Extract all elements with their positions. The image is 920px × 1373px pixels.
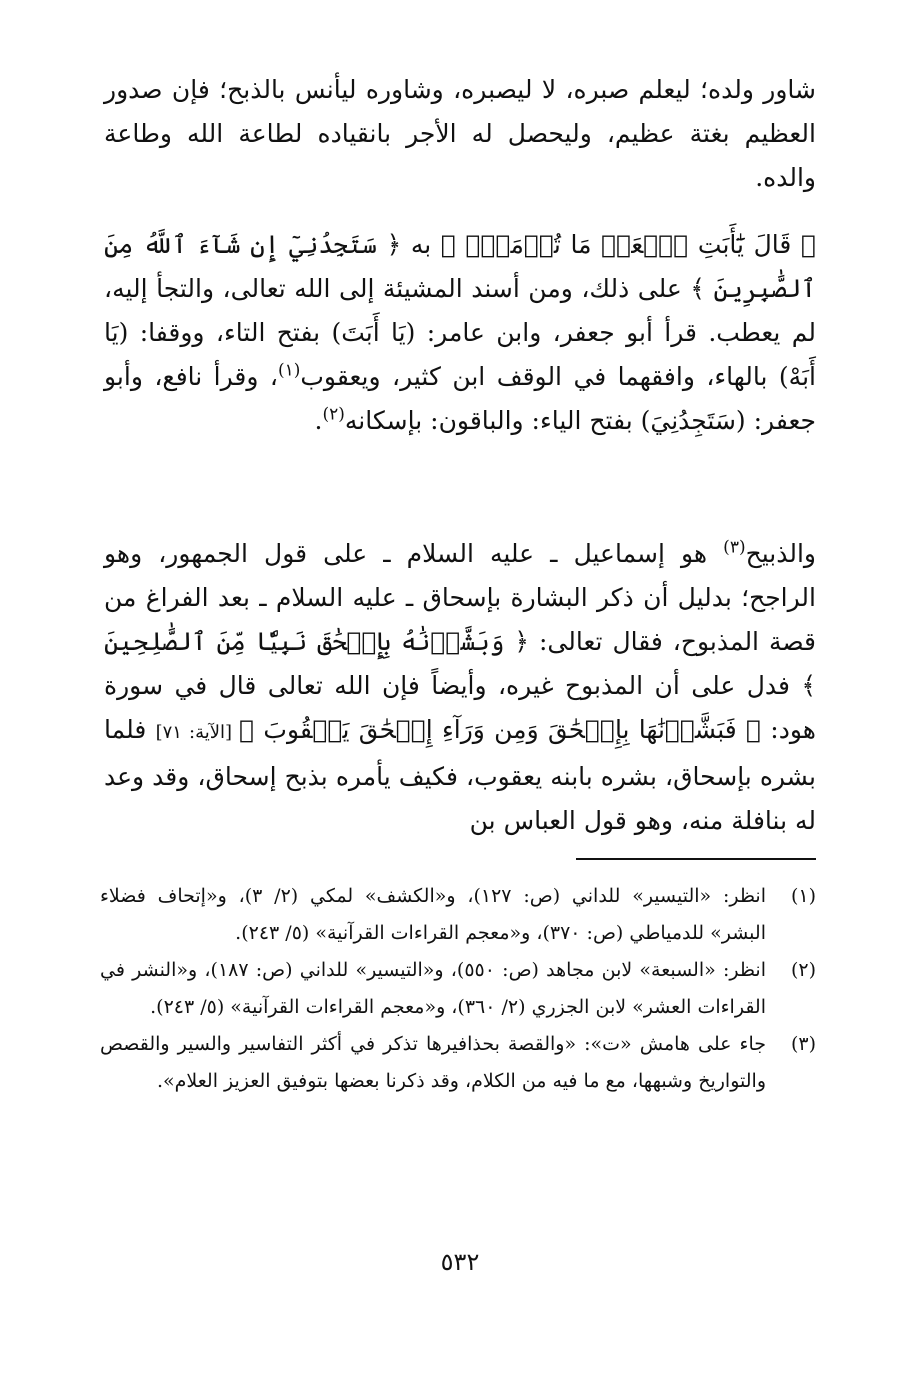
paragraph-3-text-1: والذبيح bbox=[745, 539, 816, 568]
footnote-ref-3[interactable]: (٣) bbox=[723, 537, 746, 558]
footnote-number: (٣) bbox=[790, 1033, 816, 1055]
paragraph-2-text-3: ، وقرأ نافع، وأبو جعفر: (سَتَجِدُنِيَ) بفتح الياء: والباقون: بإسكانه bbox=[104, 362, 816, 435]
footnote-number: (٢) bbox=[790, 959, 816, 981]
footnote-text: انظر: «السبعة» لابن مجاهد (ص: ٥٥٠)، و«التيسير» للداني (ص: ١٨٧)، و«النشر في القراءات العشر» لابن الجزري (٢/ ٣٦٠)، و«معجم القراءات القرآنية» (٥/ ٢٤٣). bbox=[100, 959, 767, 1018]
paragraph-2-text-4: . bbox=[314, 406, 323, 435]
footnote-3 bbox=[100, 1026, 816, 1100]
footnote-1 bbox=[100, 878, 816, 952]
footnote-2 bbox=[100, 952, 816, 1026]
footnotes-list bbox=[100, 878, 816, 1100]
paragraph-2-text-2: على ذلك، ومن أسند المشيئة إلى الله تعالى، والتجأ إليه، لم يعطب. قرأ أبو جعفر، وابن عامر: (يَا أَبَتَ) بفتح التاء، ووقفا: (يَا أَبَهْ) بالهاء، وافقهما في الوقف ابن كثير، ويعقوب bbox=[104, 274, 816, 391]
paragraph-1: شاور ولده؛ ليعلم صبره، لا ليصبره، وشاوره ليأنس بالذبح؛ فإن صدور العظيم بغتة عظيم، وليحصل له الأجر بانقياده لطاعة الله وطاعة والده. bbox=[104, 75, 816, 192]
footnote-text: انظر: «التيسير» للداني (ص: ١٢٧)، و«الكشف» لمكي (٢/ ٣)، و«إتحاف فضلاء البشر» للدمياطي (ص: ٣٧٠)، و«معجم القراءات القرآنية» (٥/ ٢٤٣). bbox=[100, 885, 766, 944]
page-number: ٥٣٢ bbox=[440, 1248, 480, 1276]
paragraph-3-text-2: هو إسماعيل ـ عليه السلام ـ على قول الجمهور، وهو الراجح؛ بدليل أن ذكر البشارة بإسحاق ـ عليه السلام ـ بعد الفراغ من قصة المذبوح، فقال تعالى: bbox=[104, 539, 817, 656]
footnote-number: (١) bbox=[790, 885, 816, 907]
footnote-ref-2[interactable]: (٢) bbox=[322, 404, 345, 425]
quran-verse-3: ﴿ وَبَشَّرۡنَٰهُ بِإِسۡحَٰقَ نَبِيّٗا مِّنَ ٱلصَّٰلِحِينَ ﴾ bbox=[104, 627, 816, 700]
quran-verse-4: ﴿ فَبَشَّرۡنَٰهَا بِإِسۡحَٰقَ وَمِن وَرَآءِ إِسۡحَٰقَ يَعۡقُوبَ ﴾ bbox=[239, 715, 762, 744]
quran-verse-2: ﴿ سَتَجِدُنِيٓ إِن شَآءَ ٱللَّهُ مِنَ ٱلصَّٰبِرِينَ ﴾ bbox=[104, 230, 816, 303]
paragraph-2 bbox=[104, 223, 816, 443]
paragraph-3-text-3: فدل على أن المذبوح غيره، وأيضاً فإن الله تعالى قال في سورة هود: bbox=[104, 671, 816, 744]
footnote-ref-1[interactable]: (١) bbox=[277, 360, 301, 381]
footnote-text: جاء على هامش «ت»: «والقصة بحذافيرها تذكر في أكثر التفاسير والسير والقصص والتواريخ وشبهها، مع ما فيه من الكلام، وقد ذكرنا بعضها بتوفيق العزيز العلام». bbox=[100, 1033, 766, 1092]
paragraph-2-text-1: به bbox=[401, 230, 441, 259]
quran-verse-1: ﴿ قَالَ يَٰٓأَبَتِ ٱفۡعَلۡ مَا تُؤۡمَرُۖ ﴾ bbox=[440, 230, 816, 259]
paragraph-3 bbox=[104, 532, 816, 843]
paragraph-3-text-4: فلما بشره بإسحاق، بشره بابنه يعقوب، فكيف يأمره بذبح إسحاق، وقد وعد له بنافلة منه، وهو قول العباس بن bbox=[104, 715, 816, 835]
verse-reference: [الآية: ٧١] bbox=[155, 722, 240, 743]
footnote-separator bbox=[576, 858, 816, 860]
